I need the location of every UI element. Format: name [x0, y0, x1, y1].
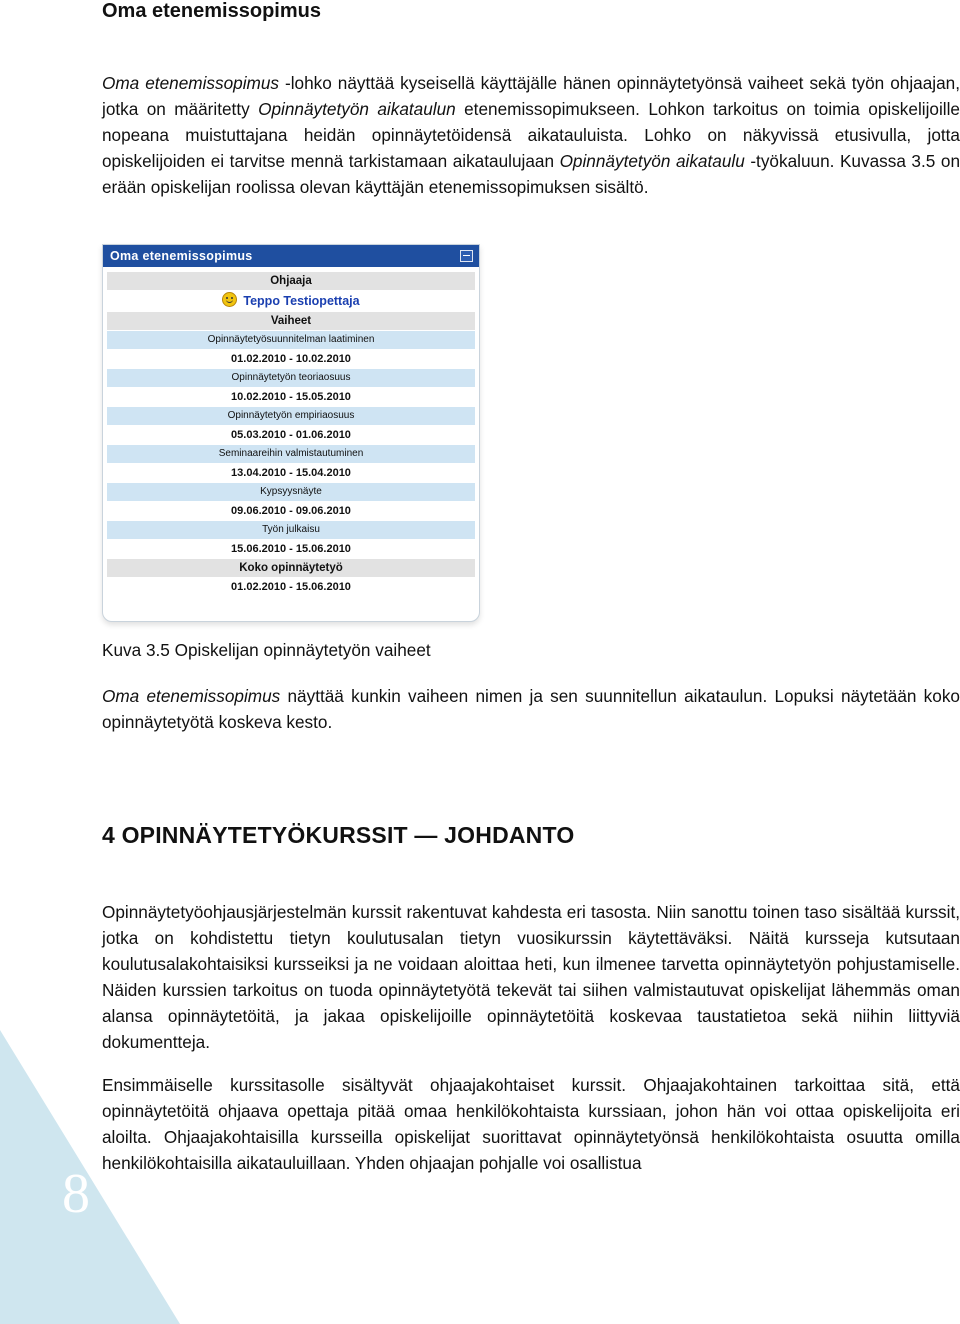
- phase-dates: 13.04.2010 - 15.04.2010: [107, 464, 475, 482]
- total-dates: 01.02.2010 - 15.06.2010: [107, 578, 475, 596]
- smiley-icon: [222, 292, 237, 307]
- phase-dates: 09.06.2010 - 09.06.2010: [107, 502, 475, 520]
- phase-dates: 10.02.2010 - 15.05.2010: [107, 388, 475, 406]
- intro-paragraph: [102, 70, 960, 200]
- etenemissopimus-widget: [102, 244, 480, 622]
- supervisor-name: Teppo Testiopettaja: [243, 294, 360, 308]
- supervisor-row[interactable]: [107, 291, 475, 311]
- total-header: Koko opinnäytetyö: [107, 559, 475, 577]
- section-heading: Oma etenemissopimus: [102, 0, 321, 22]
- figure-caption: Kuva 3.5 Opiskelijan opinnäytetyön vaiheet: [102, 640, 431, 660]
- supervisor-header: Ohjaaja: [107, 272, 475, 290]
- after-paragraph: [102, 683, 960, 735]
- widget-title: Oma etenemissopimus: [110, 249, 253, 263]
- phase-name: Seminaareihin valmistautuminen: [107, 445, 475, 463]
- phases-list: [107, 331, 475, 558]
- phase-dates: 15.06.2010 - 15.06.2010: [107, 540, 475, 558]
- phase-dates: 05.03.2010 - 01.06.2010: [107, 426, 475, 444]
- intro-run: -lohko näyttää kyseisellä käyttäjälle hänen opinnäytetyönsä vaiheet sekä työn ohjaajan, jotka on määritetty: [102, 73, 960, 119]
- chapter-paragraph-2: Ensimmäiselle kurssitasolle sisältyvät ohjaajakohtaiset kurssit. Ohjaajakohtainen tarkoittaa sitä, että opinnäytetöitä ohjaava opettaja pitää omaa henkilökohtaista kurssiaan, johon hän voi ottaa opiskelijoita eri aloilta. Ohjaajakohtaisilla kursseilla opiskelijat suorittavat opinnäytetyönsä henkilökohtaista osuutta omilla henkilökohtaisilla aikatauluillaan. Yhden ohjaajan pohjalle voi osallistua: [102, 1075, 960, 1173]
- intro-run: etenemissopimukseen. Lohkon tarkoitus on toimia opiskelijoille nopeana muistuttajana heidän opinnäytetöidensä aikatauluista. Lohko on näkyvissä etusivulla, jotta opiskelijoiden ei tarvitse mennä tarkistamaan aikataulujaan: [102, 99, 960, 171]
- intro-run: Opinnäytetyön aikataulun: [258, 99, 456, 119]
- phase-name: Opinnäytetyön teoriaosuus: [107, 369, 475, 387]
- phase-name: Opinnäytetyön empiriaosuus: [107, 407, 475, 425]
- phases-header: Vaiheet: [107, 312, 475, 330]
- intro-run: Opinnäytetyön aikataulu: [559, 151, 745, 171]
- chapter-paragraph-1: Opinnäytetyöohjausjärjestelmän kurssit rakentuvat kahdesta eri tasosta. Niin sanottu toinen taso sisältää kurssit, jotka on kohdistettu tietyn koulutusalan tietyn vuosikurssin käytettäväksi. Näitä kursseja kutsutaan koulutusalakohtaisiksi kursseiksi ja ne voidaan aloittaa heti, kun ilmenee tarvetta opinnäytetyön pohjustamiselle. Näiden kurssien tarkoitus on tuoda opinnäytetyötä tekevät tai siihen valmistautuvat opiskelijat lähemmäs oman alansa opinnäytetöitä, ja jakaa opiskelijoille opinnäytetöitä koskevaa taustatietoa sekä niihin liittyviä dokumentteja.: [102, 902, 960, 1052]
- widget-header: [103, 245, 479, 267]
- phase-name: Työn julkaisu: [107, 521, 475, 539]
- phase-name: Opinnäytetyösuunnitelman laatiminen: [107, 331, 475, 349]
- after-run: näyttää kunkin vaiheen nimen ja sen suunnitellun aikataulun. Lopuksi näytetään koko opinnäytetyötä koskeva kesto.: [102, 686, 960, 732]
- phase-name: Kypsyysnäyte: [107, 483, 475, 501]
- phase-dates: 01.02.2010 - 10.02.2010: [107, 350, 475, 368]
- after-run: Oma etenemissopimus: [102, 686, 281, 706]
- intro-run: -työkaluun. Kuvassa 3.5 on erään opiskelijan roolissa olevan käyttäjän etenemissopimuksen sisältö.: [102, 151, 960, 197]
- widget-body: [107, 272, 475, 597]
- chapter-heading: 4 OPINNÄYTETYÖKURSSIT — JOHDANTO: [102, 822, 575, 848]
- page-number: 8: [62, 1163, 90, 1225]
- collapse-icon[interactable]: [460, 250, 473, 262]
- intro-run: Oma etenemissopimus: [102, 73, 279, 93]
